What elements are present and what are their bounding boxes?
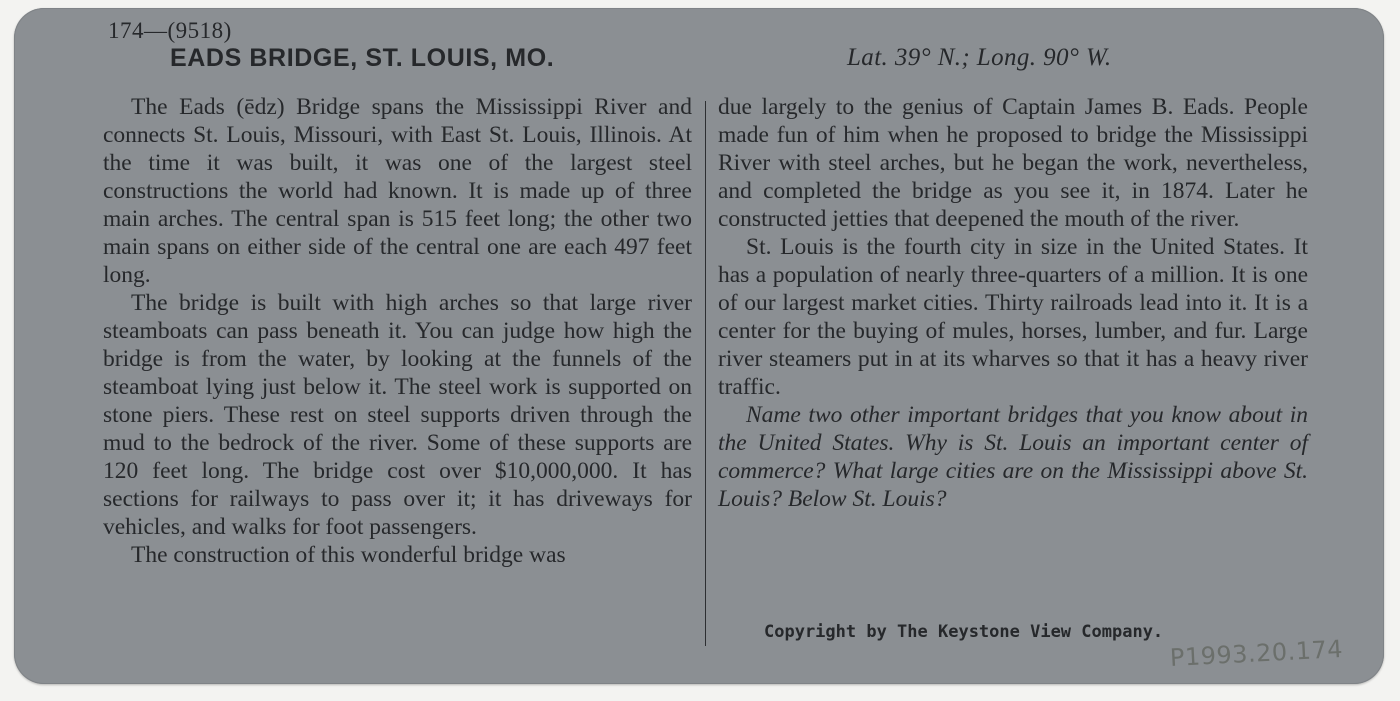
paragraph-bridge-construction: The construction of this wonderful bridge was [131,542,566,568]
left-column [103,93,692,569]
coordinates: Lat. 39° N.; Long. 90° W. [847,44,1112,71]
copyright-notice: Copyright by The Keystone View Company. [764,622,1164,642]
column-divider [705,101,706,646]
accession-number: P1993.20.174 [1169,634,1344,672]
right-column [718,93,1308,513]
paragraph-bridge-structure: The bridge is built with high arches so that large river steamboats can pass beneath it. You can judge how high the bridge is from the water, by looking at the funnels of the steamboat lying just below it. The steel work is supported on stone piers. These rest on steel supports driven through the mud to the bedrock of the river. Some of these supports are 120 feet long. The bridge cost over $10,000,000. It has sections for railways to pass over it; it has driveways for vehicles, and walks for foot passengers. [103,290,692,540]
paragraph-bridge-description: The Eads (ēdz) Bridge spans the Mississippi River and connects St. Louis, Missouri, with East St. Louis, Illinois. At the time it was built, it was one of the largest steel constructions the world had known. It is made up of three main arches. The central span is 515 feet long; the other two main spans on either side of the central one are each 497 feet long. [103,94,692,288]
paragraph-questions: Name two other important bridges that you know about in the United States. Why is St. Louis an important center of commerce? What large cities are on the Mississippi above St. Louis? Below St. Louis? [718,402,1308,512]
catalog-number: 174—(9518) [108,18,232,43]
stereograph-card-back [14,8,1384,684]
card-title: EADS BRIDGE, ST. LOUIS, MO. [170,44,555,72]
paragraph-captain-eads: due largely to the genius of Captain James B. Eads. People made fun of him when he proposed to bridge the Mississippi River with steel arches, but he began the work, nevertheless, and completed the bridge as you see it, in 1874. Later he constructed jetties that deepened the mouth of the river. [718,94,1308,232]
paragraph-st-louis: St. Louis is the fourth city in size in the United States. It has a population of nearly three-quarters of a million. It is one of our largest market cities. Thirty railroads lead into it. It is a center for the buying of mules, horses, lumber, and fur. Large river steamers put in at its wharves so that it has a heavy river traffic. [718,234,1308,400]
